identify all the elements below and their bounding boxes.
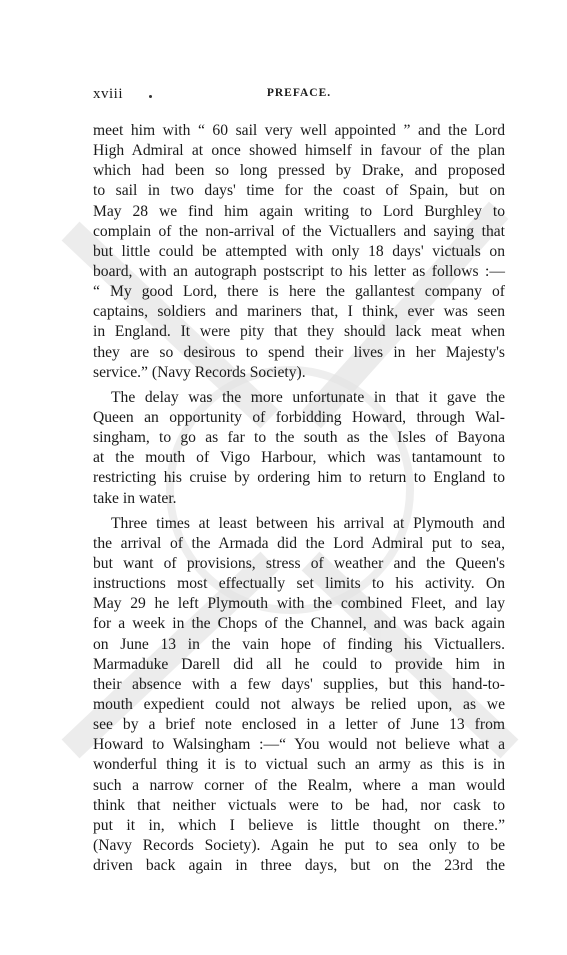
text-line: the arrival of the Armada did the Lord Admiral put to sea, [93, 534, 505, 552]
text-line: they are so desirous to spend their lives in her Majesty's [93, 343, 505, 361]
text-line: which had been so long pressed by Drake, and proposed [93, 162, 505, 180]
text-line: Three times at least between his arrival at Plymouth and [111, 514, 505, 532]
text-line: wonderful thing it is to victual such an army as this is in [93, 756, 505, 774]
text-line: their absence with a few days' supplies, but this hand-to- [93, 675, 505, 693]
text-line: think that neither victuals were to be had, nor cask to [93, 796, 505, 814]
text-line: The delay was the more unfortunate in that it gave the [111, 388, 505, 406]
text-line: Queen an opportunity of forbidding Howard, through Wal- [93, 408, 505, 426]
text-line: board, with an autograph postscript to his letter as follows :— [93, 262, 505, 280]
text-line: complain of the non-arrival of the Victuallers and saying that [93, 222, 505, 240]
paragraph [93, 121, 505, 383]
text-line: meet him with “ 60 sail very well appointed ” and the Lord [93, 122, 505, 139]
paragraph [93, 388, 505, 509]
text-line: mouth expedient could not always be relied upon, as we [93, 695, 505, 713]
text-line: “ My good Lord, there is here the gallantest company of [93, 283, 505, 301]
page-header [93, 86, 505, 104]
text-line: instructions most effectually set limits to his activity. On [93, 575, 505, 593]
page-number: xviii [93, 86, 124, 102]
text-line: Marmaduke Darell did all he could to provide him in [93, 655, 505, 673]
text-line: (Navy Records Society). Again he put to sea only to be [93, 836, 505, 854]
body-text [93, 121, 505, 876]
paragraph [93, 514, 505, 877]
text-line: service.” (Navy Records Society). [93, 363, 306, 381]
text-line: Howard to Walsingham :—“ You would not believe what a [93, 736, 505, 754]
text-line: May 29 he left Plymouth with the combined Fleet, and lay [93, 595, 505, 613]
text-line: captains, soldiers and mariners that, I think, ever was seen [93, 303, 505, 321]
text-line: for a week in the Chops of the Channel, and was back again [93, 615, 505, 633]
text-line: see by a brief note enclosed in a letter of June 13 from [93, 716, 505, 734]
text-line: in England. It were pity that they should lack meat when [93, 323, 505, 341]
text-line: driven back again in three days, but on the 23rd the [93, 857, 505, 875]
text-line: take in water. [93, 489, 177, 507]
text-line: on June 13 in the vain hope of finding his Victuallers. [93, 635, 505, 653]
text-line: but little could be attempted with only 18 days' victuals on [93, 242, 505, 260]
text-line: put it in, which I believe is little thought on there.” [93, 816, 505, 834]
running-title: PREFACE. [266, 87, 332, 99]
text-line: such a narrow corner of the Realm, where a man would [93, 776, 505, 794]
text-line: to sail in two days' time for the coast of Spain, but on [93, 182, 505, 200]
text-line: at the mouth of Vigo Harbour, which was tantamount to [93, 449, 505, 467]
text-line: May 28 we find him again writing to Lord Burghley to [93, 202, 505, 220]
text-line: restricting his cruise by ordering him to return to England to [93, 469, 505, 487]
text-line: High Admiral at once showed himself in favour of the plan [93, 142, 505, 160]
text-line: singham, to go as far to the south as the Isles of Bayona [93, 429, 505, 447]
text-line: but want of provisions, stress of weather and the Queen's [93, 554, 505, 572]
